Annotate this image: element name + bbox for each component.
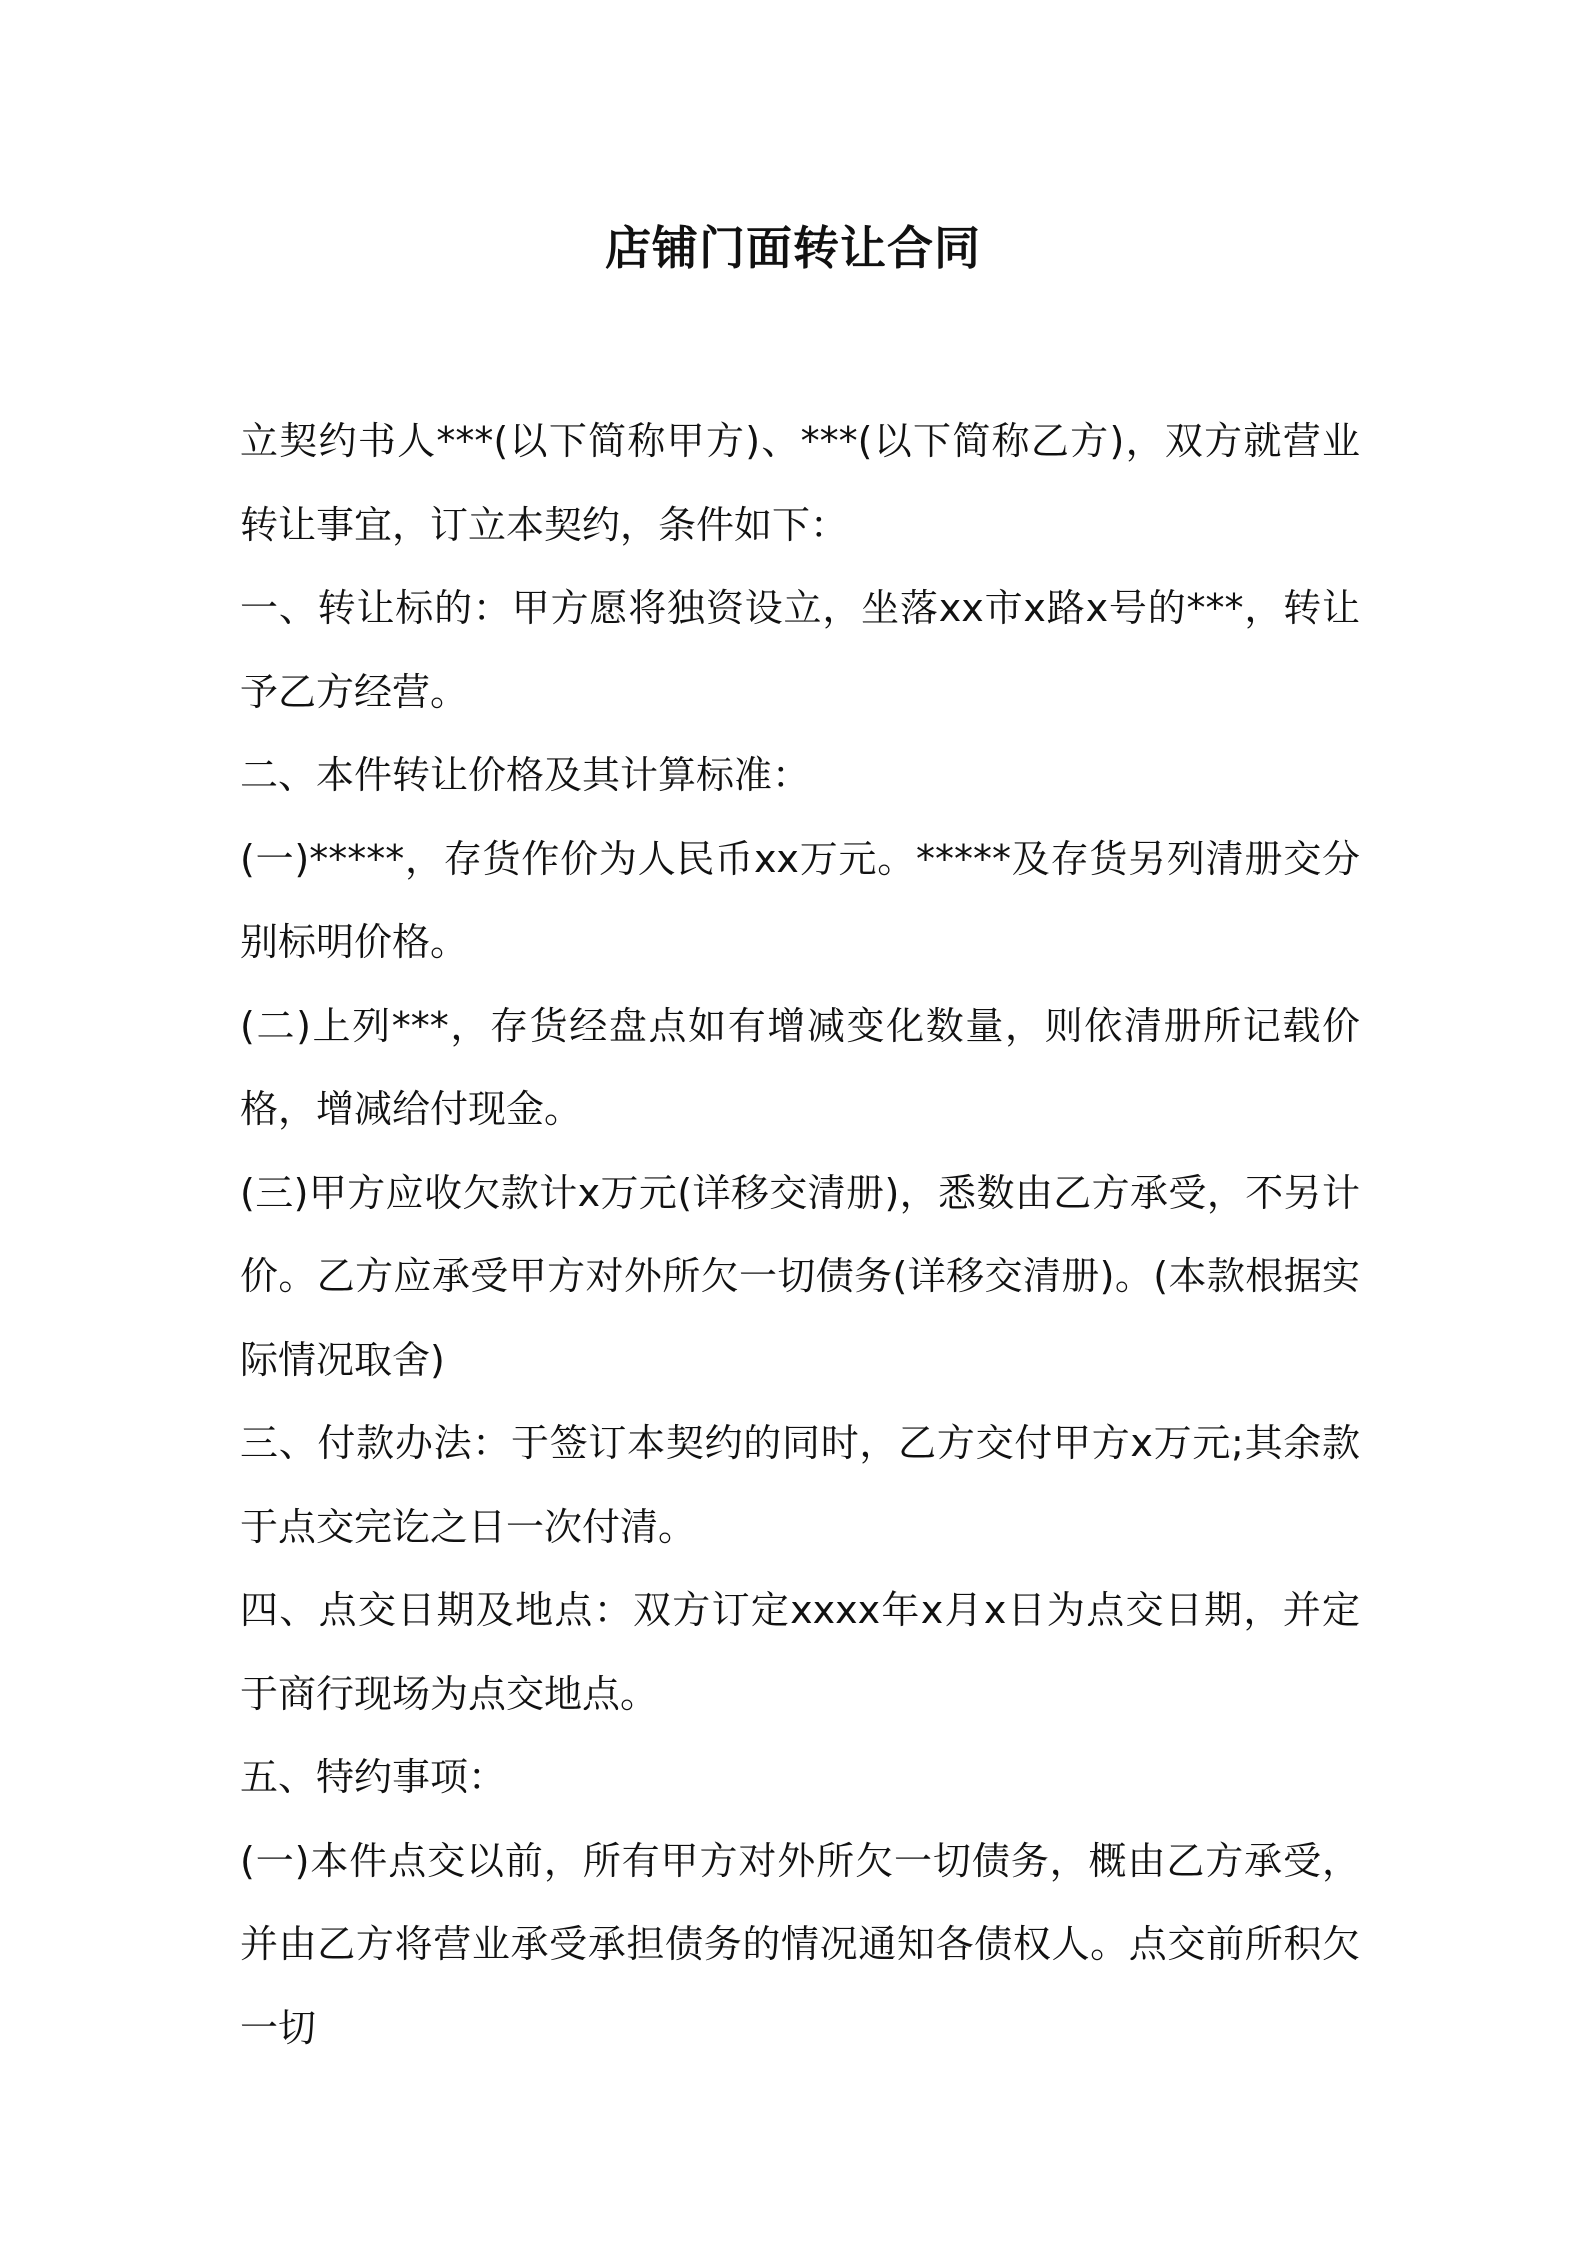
paragraph-special-terms-item-1: (一)本件点交以前，所有甲方对外所欠一切债务，概由乙方承受，并由乙方将营业承受承担债务的情况通知各债权人。点交前所积欠一切 <box>240 1838 1360 2050</box>
paragraph-transfer-subject: 一、转让标的：甲方愿将独资设立，坐落xx市x路x号的***，转让予乙方经营。 <box>240 586 1360 714</box>
document-body <box>240 400 1360 2070</box>
paragraph-price-item-3: (三)甲方应收欠款计x万元(详移交清册)，悉数由乙方承受，不另计价。乙方应承受甲方对外所欠一切债务(详移交清册)。(本款根据实际情况取舍) <box>240 1170 1360 1382</box>
paragraph-preamble: 立契约书人***(以下简称甲方)、***(以下简称乙方)，双方就营业转让事宜，订立本契约，条件如下： <box>240 419 1360 547</box>
paragraph-special-terms-heading: 五、特约事项： <box>240 1755 507 1799</box>
paragraph-price-heading: 二、本件转让价格及其计算标准： <box>240 753 811 797</box>
paragraph-price-item-2: (二)上列***，存货经盘点如有增减变化数量，则依清册所记载价格，增减给付现金。 <box>240 1003 1360 1131</box>
paragraph-payment-method: 三、付款办法：于签订本契约的同时，乙方交付甲方x万元;其余款于点交完讫之日一次付清。 <box>240 1421 1360 1549</box>
paragraph-price-item-1: (一)*****，存货作价为人民币xx万元。*****及存货另列清册交分别标明价格。 <box>240 836 1360 964</box>
paragraph-handover-date: 四、点交日期及地点：双方订定xxxx年x月x日为点交日期，并定于商行现场为点交地点。 <box>240 1588 1360 1716</box>
document-title: 店铺门面转让合同 <box>605 221 981 275</box>
